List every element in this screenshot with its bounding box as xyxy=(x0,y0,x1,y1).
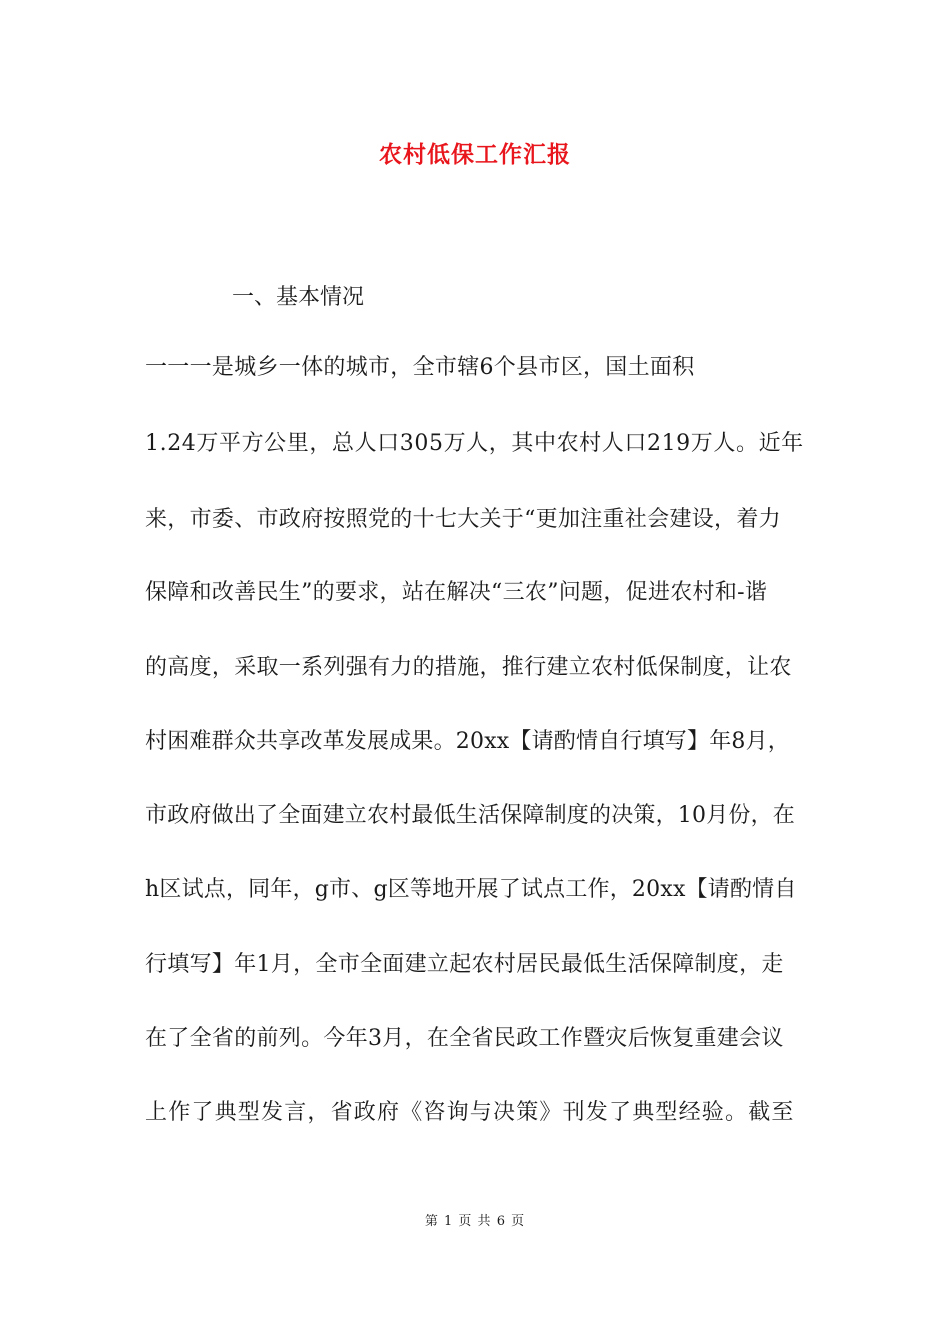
body-line-3: 来，市委、市政府按照党的十七大关于“更加注重社会建设，着力 xyxy=(145,507,781,532)
body-line-1: 一一一是城乡一体的城市，全市辖6个县市区，国土面积 xyxy=(145,355,695,380)
body-line-10: 在了全省的前列。今年3月，在全省民政工作暨灾后恢复重建会议 xyxy=(145,1026,784,1051)
body-line-9: 行填写】年1月，全市全面建立起农村居民最低生活保障制度，走 xyxy=(145,952,784,977)
body-line-6: 村困难群众共享改革发展成果。20xx【请酌情自行填写】年8月， xyxy=(145,729,791,754)
body-line-5: 的高度，采取一系列强有力的措施，推行建立农村低保制度，让农 xyxy=(145,655,792,680)
body-line-7: 市政府做出了全面建立农村最低生活保障制度的决策，10月份，在 xyxy=(145,803,795,828)
page-footer: 第 1 页 共 6 页 xyxy=(424,1214,526,1229)
section-heading: 一、基本情况 xyxy=(232,285,365,310)
body-line-8: h区试点，同年，g市、g区等地开展了试点工作，20xx【请酌情自 xyxy=(145,877,797,902)
document-title: 农村低保工作汇报 xyxy=(379,141,571,168)
body-line-2: 1.24万平方公里，总人口305万人，其中农村人口219万人。近年 xyxy=(145,431,804,456)
body-line-11: 上作了典型发言，省政府《咨询与决策》刊发了典型经验。截至 xyxy=(145,1100,795,1125)
body-line-4: 保障和改善民生”的要求，站在解决“三农”问题，促进农村和-谐 xyxy=(145,580,768,605)
